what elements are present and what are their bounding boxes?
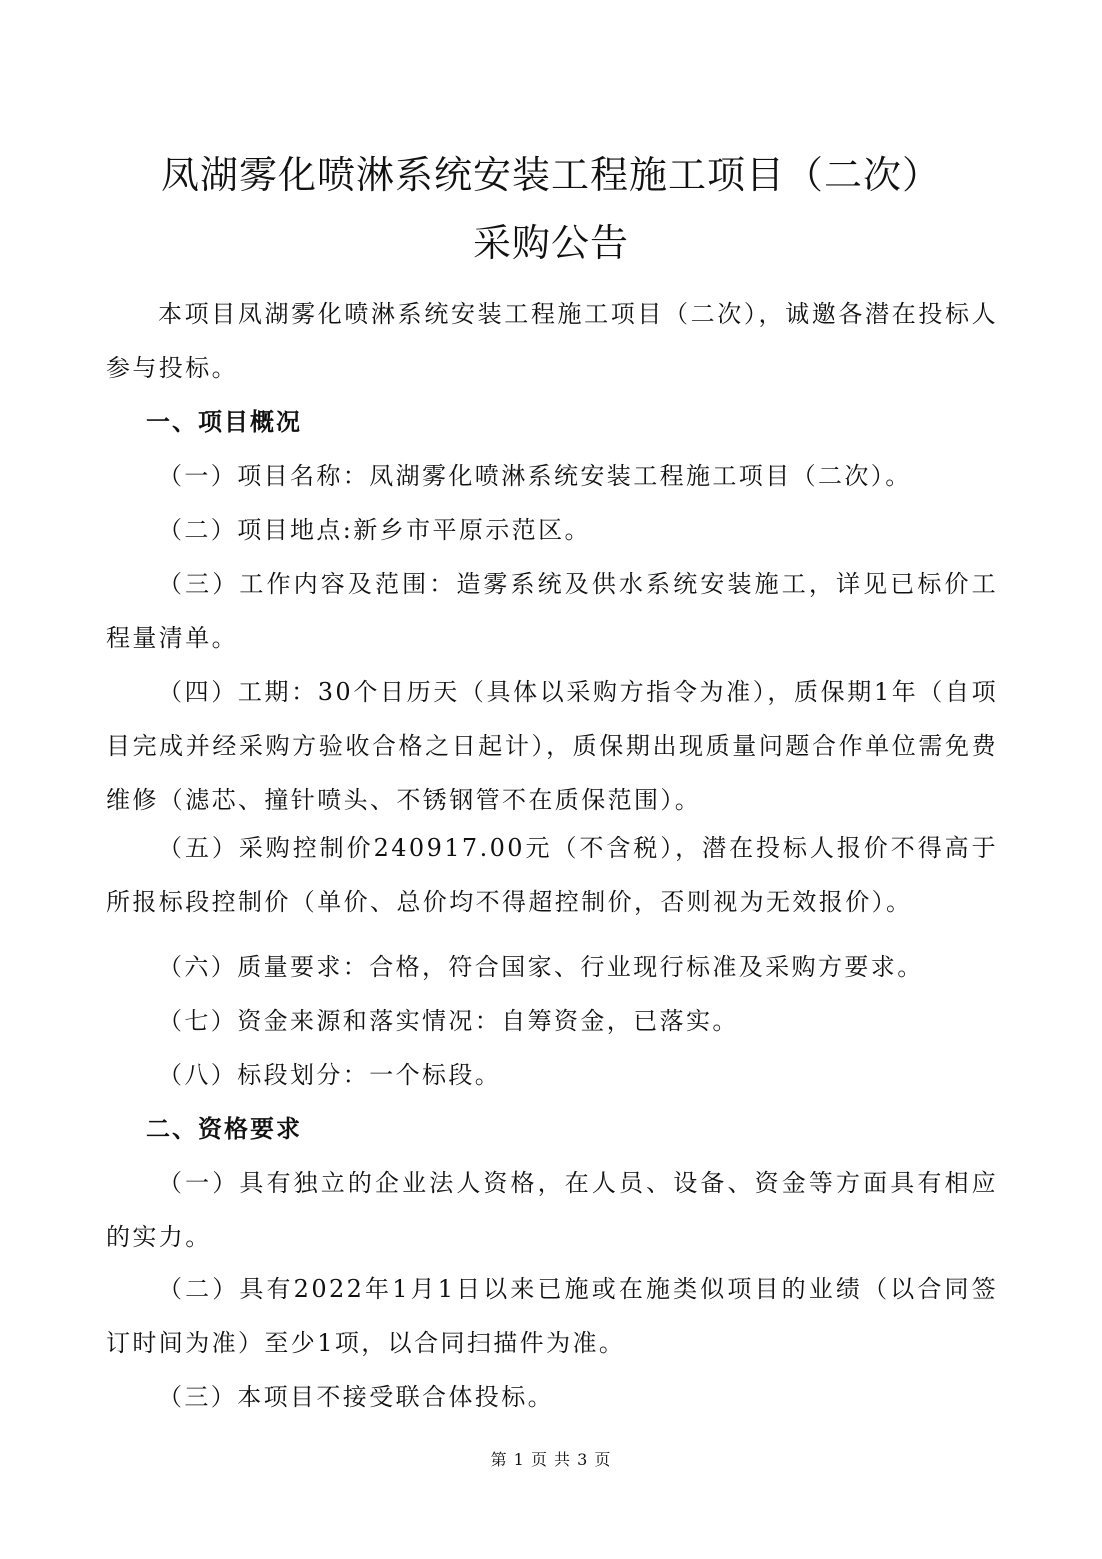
section1-item-1: （一）项目名称：凤湖雾化喷淋系统安装工程施工项目（二次）。 [158,462,912,490]
section1-item-3: （三）工作内容及范围：造雾系统及供水系统安装施工，详见已标价工程量清单。 [106,570,998,652]
intro-paragraph: 本项目凤湖雾化喷淋系统安装工程施工项目（二次），诚邀各潜在投标人参与投标。 [106,300,998,382]
section1-item-6: （六）质量要求：合格，符合国家、行业现行标准及采购方要求。 [158,953,924,981]
document-title-line2: 采购公告 [472,221,629,265]
section1-item-2: （二）项目地点:新乡市平原示范区。 [158,516,591,544]
section2-item-1: （一）具有独立的企业法人资格，在人员、设备、资金等方面具有相应的实力。 [106,1169,998,1251]
section1-item-4: （四）工期：30个日历天（具体以采购方指令为准），质保期1年（自项目完成并经采购方验收合格之日起计），质保期出现质量问题合作单位需免费维修（滤芯、撞针喷头、不锈钢管不在质保范围）。 [106,678,998,814]
document-title-line1: 凤湖雾化喷淋系统安装工程施工项目（二次） [160,153,941,197]
section2-item-2: （二）具有2022年1月1日以来已施或在施类似项目的业绩（以合同签订时间为准）至少1项，以合同扫描件为准。 [106,1275,998,1357]
section2-heading: 二、资格要求 [146,1115,302,1143]
section1-item-7: （七）资金来源和落实情况：自筹资金，已落实。 [158,1007,739,1035]
section1-heading: 一、项目概况 [146,408,302,436]
section1-item-8: （八）标段划分：一个标段。 [158,1061,502,1089]
page-number-footer: 第 1 页 共 3 页 [490,1450,612,1469]
section1-item-5: （五）采购控制价240917.00元（不含税），潜在投标人报价不得高于所报标段控制价（单价、总价均不得超控制价，否则视为无效报价）。 [106,834,998,916]
section2-item-3: （三）本项目不接受联合体投标。 [158,1383,554,1411]
